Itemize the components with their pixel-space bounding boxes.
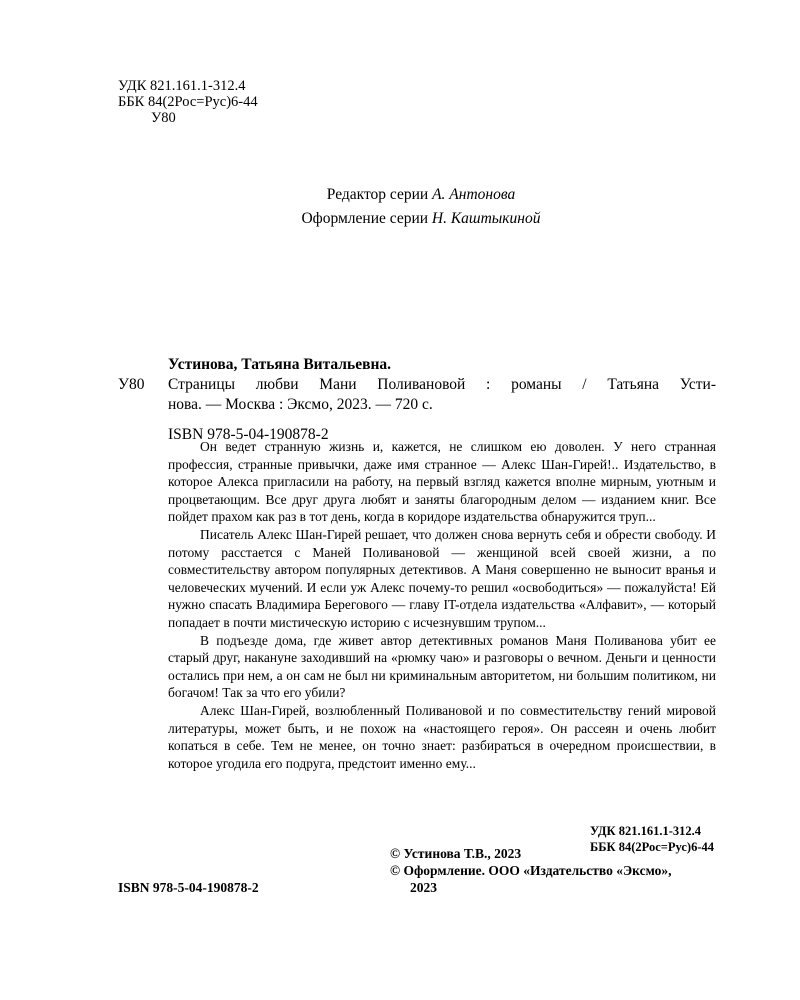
series-editor-name: А. Антонова <box>432 186 516 203</box>
copyright-design-year: 2023 <box>410 880 437 895</box>
classification-codes-top <box>118 78 258 126</box>
copyright-author: © Устинова Т.В., 2023 <box>390 846 522 861</box>
annotation-paragraph: Он ведет странную жизнь и, кажется, не слишком ею доволен. У него странная профессия, странные привычки, даже имя странное — Алекс Шан-Гирей!.. Издательство, в которое Алекса пригласили на работу, на первый взгляд кажется вполне мирным, уютным и процветающим. Все друг друга любят и заняты благородным делом — изданием книг. Все пойдет прахом как раз в тот день, когда в коридоре издательства обнаружится труп... <box>168 439 716 525</box>
series-design-label: Оформление серии <box>301 210 429 227</box>
copyright-design: © Оформление. ООО «Издательство «Эксмо», <box>390 863 672 878</box>
biblio-title-line-1: Страницы любви Мани Поливановой : романы / Татьяна Усти- <box>168 376 716 393</box>
annotation-paragraph: Алекс Шан-Гирей, возлюбленный Поливановой и по совместительству гений мировой литературы, может быть, и не похож на «настоящего героя». Он рассеян и очень любит копаться в себе. Тем не менее, он точно знает: разбираться в очередном происшествии, в которое угодила его подруга, предстоит именно ему... <box>168 702 716 771</box>
series-editor-label: Редактор серии <box>326 186 429 203</box>
biblio-author: Устинова, Татьяна Витальевна. <box>168 356 392 373</box>
annotation-paragraph: В подъезде дома, где живет автор детективных романов Маня Поливанова убит ее старый друг, накануне заходивший на «рюмку чаю» и разговоры о вечном. Деньги и ценности остались при нем, а он сам не был ни криминальным авторитетом, ни большим политиком, ни богачом! Так за что его убили? <box>168 632 716 701</box>
annotation <box>168 438 716 772</box>
biblio-isbn: ISBN 978-5-04-190878-2 <box>168 426 329 443</box>
author-sign: У80 <box>151 110 176 126</box>
annotation-paragraph: Писатель Алекс Шан-Гирей решает, что должен снова вернуть себя и обрести свободу. И потому расстается с Маней Поливановой — женщиной всей своей жизни, а по совместительству автором популярных детективов. А Маня совершенно не выносит вранья и человеческих мучений. И если уж Алекс почему-то решил «освободиться» — пожалуйста! Ей нужно спасать Владимира Берегового — главу IT-отдела издательства «Алфавит», — который попадает в почти мистическую историю с исчезнувшим трупом... <box>168 526 716 630</box>
copyright-block <box>390 845 720 896</box>
series-design-name: Н. Каштыкиной <box>431 210 541 227</box>
bbk-code: ББК 84(2Рос=Рус)6-44 <box>118 94 258 110</box>
series-editor-line <box>0 183 800 207</box>
biblio-side-code: У80 <box>118 376 145 393</box>
series-credits <box>0 183 800 231</box>
series-design-line <box>0 207 800 231</box>
biblio-title-line-2: нова. — Москва : Эксмо, 2023. — 720 с. <box>168 396 433 413</box>
bibliographic-record <box>168 355 716 445</box>
udk-code: УДК 821.161.1-312.4 <box>118 78 246 94</box>
bbk-code-bottom: ББК 84(2Рос=Рус)6-44 <box>590 840 714 854</box>
udk-code-bottom: УДК 821.161.1-312.4 <box>590 824 701 838</box>
isbn-bottom: ISBN 978-5-04-190878-2 <box>118 880 259 895</box>
